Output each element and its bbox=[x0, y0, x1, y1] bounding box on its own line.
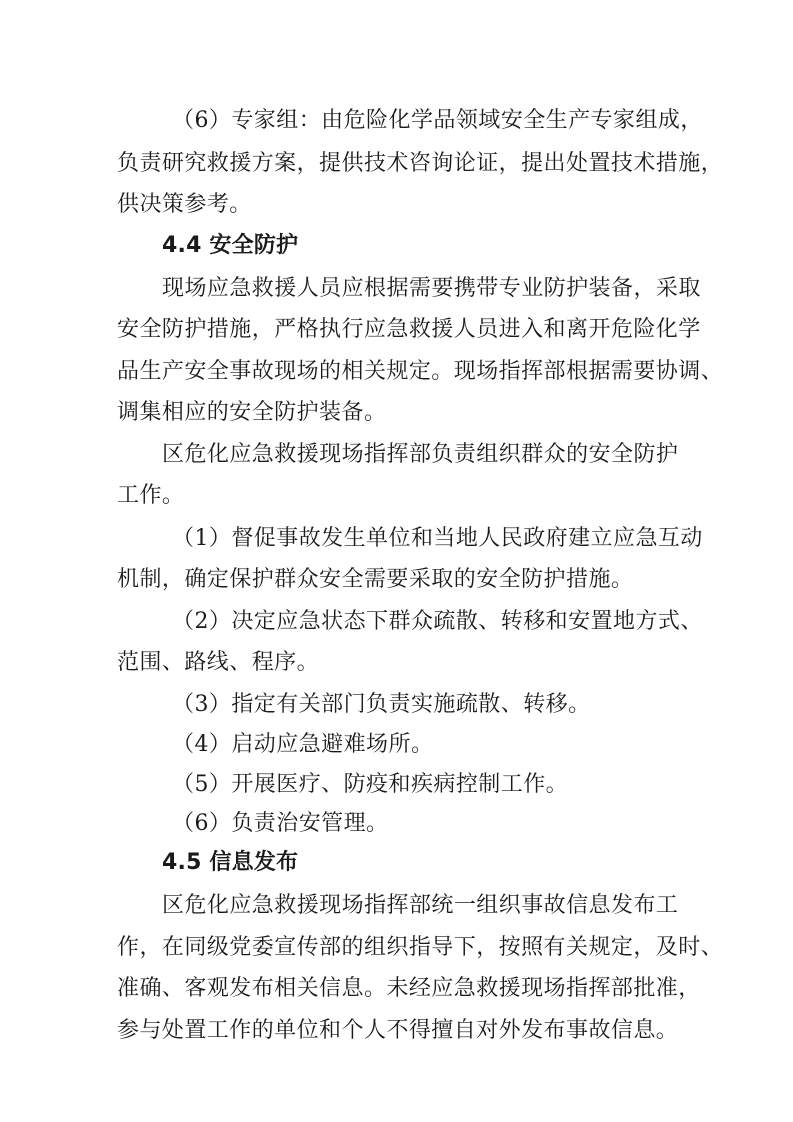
s44-item-5: （5）开展医疗、防疫和疾病控制工作。 bbox=[172, 772, 569, 797]
s44-p2-line-2: 工作。 bbox=[117, 483, 185, 508]
s44-item-2-line-2: 范围、路线、程序。 bbox=[117, 650, 320, 675]
s44-item-4: （4）启动应急避难场所。 bbox=[172, 732, 434, 757]
experts-line-3: 供决策参考。 bbox=[117, 192, 252, 217]
s44-item-6: （6）负责治安管理。 bbox=[172, 811, 389, 836]
s44-p2-line-1: 区危化应急救援现场指挥部负责组织群众的安全防护 bbox=[162, 442, 679, 467]
section-4-4-heading: 4.4 安全防护 bbox=[162, 233, 299, 258]
s44-p1-line-3: 品生产安全事故现场的相关规定。现场指挥部根据需要协调、 bbox=[117, 359, 724, 384]
s44-item-1-line-2: 机制，确定保护群众安全需要采取的安全防护措施。 bbox=[117, 567, 634, 592]
s44-p1-line-2: 安全防护措施，严格执行应急救援人员进入和离开危险化学 bbox=[117, 317, 701, 342]
section-4-5-heading: 4.5 信息发布 bbox=[162, 850, 299, 875]
s44-item-3: （3）指定有关部门负责实施疏散、转移。 bbox=[172, 692, 591, 717]
s44-p1-line-4: 调集相应的安全防护装备。 bbox=[117, 400, 387, 425]
s44-item-1-line-1: （1）督促事故发生单位和当地人民政府建立应急互动 bbox=[172, 526, 703, 551]
s44-p1-line-1: 现场应急救援人员应根据需要携带专业防护装备，采取 bbox=[162, 276, 701, 301]
s44-item-2-line-1: （2）决定应急状态下群众疏散、转移和安置地方式、 bbox=[172, 609, 703, 634]
experts-line-1: （6）专家组：由危险化学品领域安全生产专家组成， bbox=[172, 108, 703, 133]
s45-p1-line-4: 参与处置工作的单位和个人不得擅自对外发布事故信息。 bbox=[117, 1018, 679, 1043]
experts-line-2: 负责研究救援方案，提供技术咨询论证，提出处置技术措施， bbox=[117, 151, 724, 176]
s45-p1-line-3: 准确、客观发布相关信息。未经应急救援现场指挥部批准， bbox=[117, 976, 701, 1001]
s45-p1-line-1: 区危化应急救援现场指挥部统一组织事故信息发布工 bbox=[162, 893, 679, 918]
s45-p1-line-2: 作，在同级党委宣传部的组织指导下，按照有关规定，及时、 bbox=[117, 935, 724, 960]
